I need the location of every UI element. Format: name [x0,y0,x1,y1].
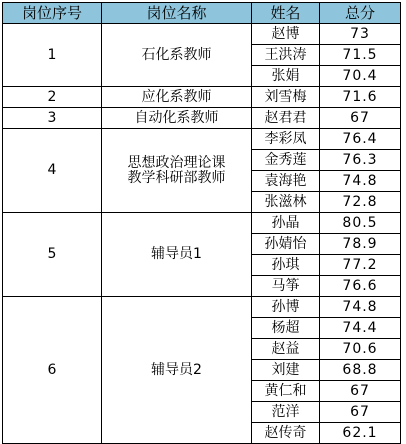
header-post-number: 岗位序号 [3,3,102,24]
table-row [3,129,401,150]
score-cell: 72.8 [320,192,401,213]
name-cell: 赵传奇 [252,423,320,444]
table-row [3,87,401,108]
table-row [3,24,401,45]
post-name-cell [102,108,252,129]
name-cell: 孙晶 [252,213,320,234]
score-cell: 70.6 [320,339,401,360]
table-body [3,24,401,444]
name-cell: 刘建 [252,360,320,381]
name-cell: 张娟 [252,66,320,87]
post-name-cell [102,87,252,108]
name-cell: 杨超 [252,318,320,339]
post-name-cell [102,129,252,213]
score-cell: 62.1 [320,423,401,444]
post-number-cell: 3 [3,108,102,129]
name-cell: 范洋 [252,402,320,423]
score-cell: 76.6 [320,276,401,297]
name-cell: 刘雪梅 [252,87,320,108]
header-name: 姓名 [252,3,320,24]
score-cell: 67 [320,108,401,129]
name-cell: 金秀莲 [252,150,320,171]
post-number-cell: 2 [3,87,102,108]
post-name-line: 思想政治理论课 [127,154,226,171]
name-cell: 王洪涛 [252,45,320,66]
post-name-cell [102,24,252,87]
name-cell: 赵益 [252,339,320,360]
score-cell: 74.4 [320,318,401,339]
header-row [3,3,401,24]
post-name-line: 自动化系教师 [134,109,219,126]
post-name-line: 辅导员1 [151,246,202,262]
score-cell: 70.4 [320,66,401,87]
post-name-cell [102,297,252,444]
score-cell: 68.8 [320,360,401,381]
name-cell: 孙博 [252,297,320,318]
post-name-cell [102,213,252,297]
post-name-line: 石化系教师 [141,46,212,63]
score-cell: 71.5 [320,45,401,66]
score-cell: 76.3 [320,150,401,171]
post-name-line: 辅导员2 [151,361,202,378]
header-post-name: 岗位名称 [102,3,252,24]
score-cell: 78.9 [320,234,401,255]
name-cell: 张滋林 [252,192,320,213]
table-row [3,108,401,129]
post-number-cell: 1 [3,24,102,87]
name-cell: 赵君君 [252,108,320,129]
post-number-cell: 6 [3,297,102,444]
score-cell: 77.2 [320,255,401,276]
name-cell: 赵博 [252,24,320,45]
score-cell: 73 [320,24,401,45]
score-cell: 67 [320,402,401,423]
score-cell: 71.6 [320,87,401,108]
score-cell: 76.4 [320,129,401,150]
post-number-cell: 5 [3,213,102,297]
score-cell: 80.5 [320,213,401,234]
post-name-line: 应化系教师 [141,88,212,105]
score-cell: 74.8 [320,171,401,192]
name-cell: 李彩凤 [252,129,320,150]
score-cell: 74.8 [320,297,401,318]
name-cell: 孙琪 [252,255,320,276]
table-row [3,213,401,234]
name-cell: 马筝 [252,276,320,297]
name-cell: 袁海艳 [252,171,320,192]
table-row [3,297,401,318]
results-table [2,2,401,444]
name-cell: 孙婧怡 [252,234,320,255]
score-cell: 67 [320,381,401,402]
post-name-line: 教学科研部教师 [127,169,226,186]
name-cell: 黄仁和 [252,381,320,402]
header-score: 总分 [320,3,401,24]
post-number-cell: 4 [3,129,102,213]
